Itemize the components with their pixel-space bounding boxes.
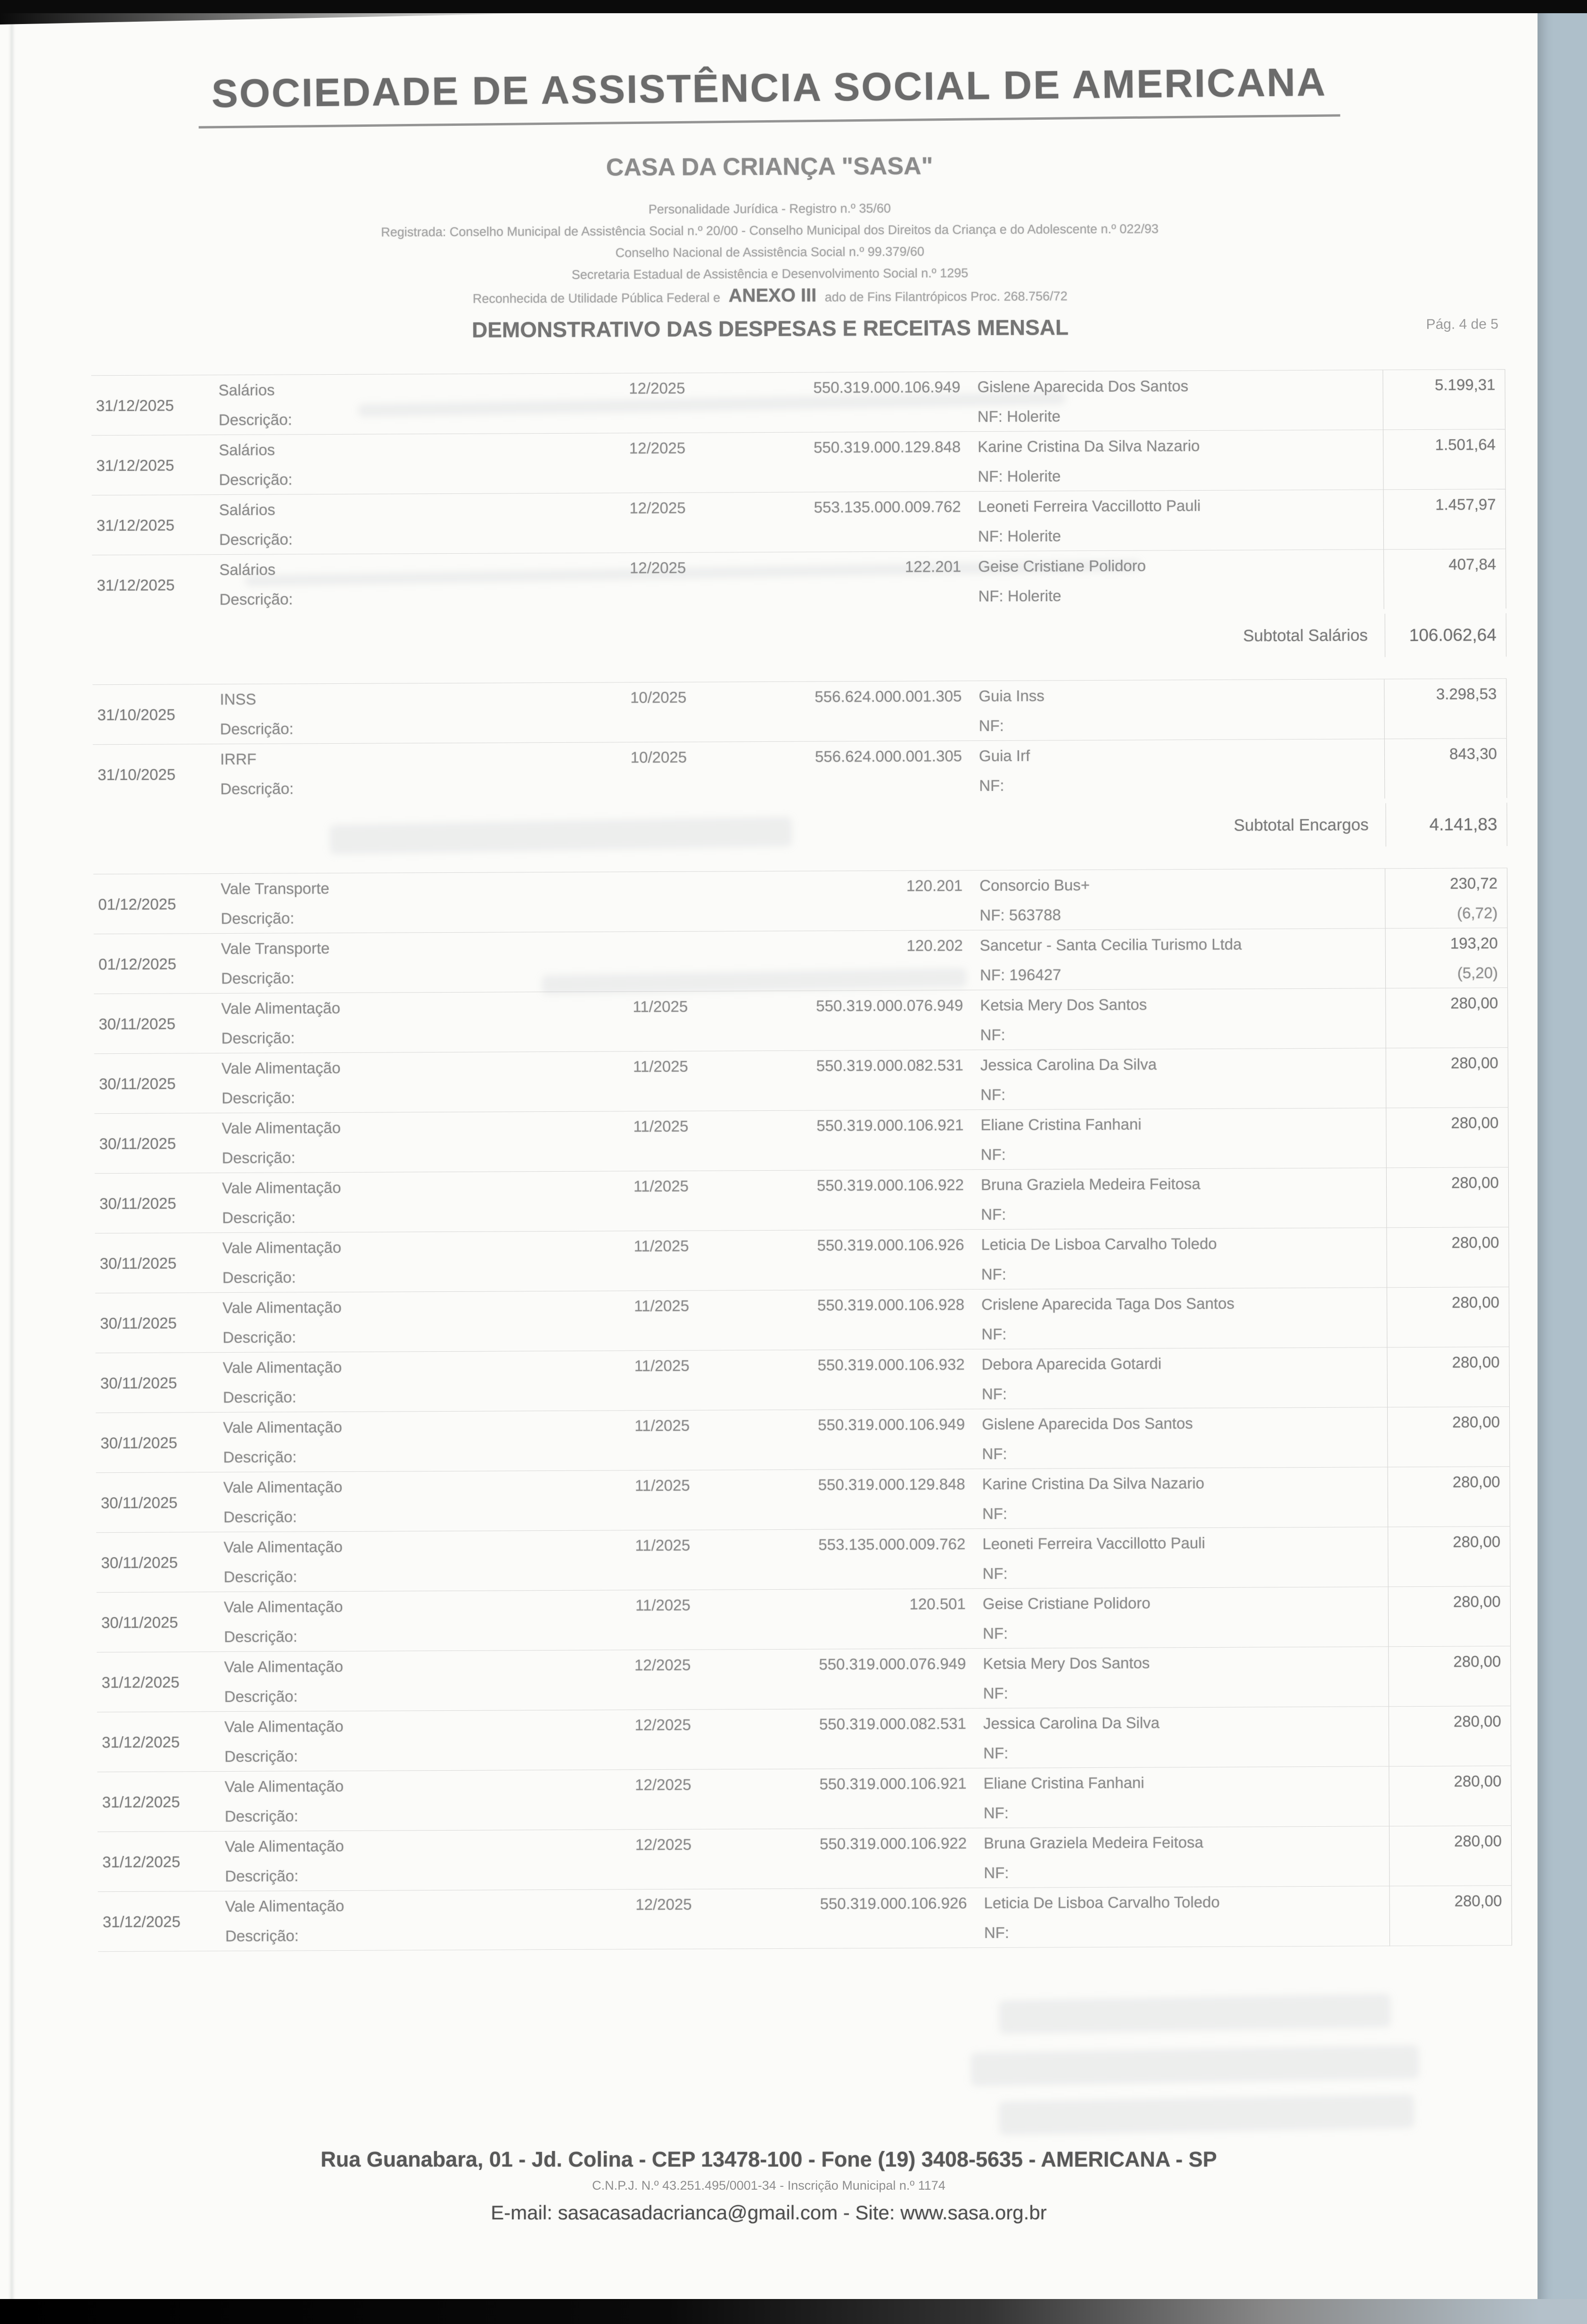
row-value-secondary bbox=[1387, 1257, 1509, 1287]
row-competence-month: 11/2025 bbox=[633, 1177, 689, 1195]
row-value: 407,84 bbox=[1383, 549, 1506, 579]
row-value: 1.501,64 bbox=[1383, 429, 1505, 460]
row-type: Vale Alimentação bbox=[221, 1059, 341, 1077]
row-nf: NF: bbox=[981, 1205, 1006, 1224]
row-date: 31/12/2025 bbox=[98, 1891, 226, 1951]
row-value: 1.457,97 bbox=[1383, 489, 1506, 519]
row-payee: Ketsia Mery Dos Santos bbox=[983, 1654, 1150, 1673]
row-payee: Leticia De Lisboa Carvalho Toledo bbox=[981, 1234, 1217, 1254]
row-competence-month bbox=[551, 932, 707, 962]
row-nf: NF: bbox=[983, 1684, 1008, 1702]
row-competence-month: 11/2025 bbox=[634, 1356, 690, 1375]
row-payee: Gislene Aparecida Dos Santos bbox=[982, 1414, 1193, 1433]
row-type: Vale Alimentação bbox=[225, 1897, 345, 1915]
row-competence-month: 12/2025 bbox=[635, 1835, 692, 1854]
row-competence-month: 12/2025 bbox=[634, 1716, 691, 1734]
row-type: Vale Alimentação bbox=[223, 1597, 343, 1616]
row-value-secondary bbox=[1387, 1317, 1509, 1347]
registration-line-5-right: ado de Fins Filantrópicos Proc. 268.756/72 bbox=[824, 289, 1068, 304]
expense-row bbox=[96, 1347, 1510, 1412]
row-competence-month: 12/2025 bbox=[634, 1656, 691, 1674]
row-account-code: 550.319.000.106.949 bbox=[818, 1415, 965, 1434]
row-competence-month: 11/2025 bbox=[633, 1117, 689, 1135]
row-competence-month: 10/2025 bbox=[630, 748, 687, 766]
row-competence-month: 12/2025 bbox=[629, 439, 686, 457]
row-value: 280,00 bbox=[1389, 1886, 1512, 1916]
row-type: Vale Alimentação bbox=[224, 1657, 344, 1676]
row-date: 30/11/2025 bbox=[96, 1412, 223, 1472]
row-account-code: 550.319.000.106.949 bbox=[813, 378, 961, 396]
row-payee: Bruna Graziela Medeira Feitosa bbox=[980, 1175, 1201, 1194]
row-description-label: Descrição: bbox=[218, 411, 292, 429]
row-payee: Guia Inss bbox=[979, 687, 1044, 705]
row-value-secondary bbox=[1387, 1377, 1510, 1407]
expense-row bbox=[96, 1526, 1511, 1592]
subtotal-label: Subtotal Encargos bbox=[1233, 815, 1369, 835]
expense-row bbox=[94, 1107, 1509, 1173]
row-type: Salários bbox=[219, 441, 275, 459]
row-date: 31/12/2025 bbox=[98, 1831, 225, 1891]
row-value-secondary bbox=[1389, 1676, 1511, 1706]
row-account-code: 550.319.000.106.922 bbox=[820, 1834, 967, 1853]
row-account-code: 550.319.000.129.848 bbox=[818, 1475, 965, 1494]
row-date: 01/12/2025 bbox=[93, 874, 221, 934]
row-value: 280,00 bbox=[1386, 1108, 1508, 1138]
row-description-label: Descrição: bbox=[223, 1568, 297, 1586]
row-value: 3.298,53 bbox=[1384, 679, 1506, 709]
row-type: Vale Alimentação bbox=[222, 1118, 341, 1137]
expense-row bbox=[96, 1466, 1511, 1532]
row-date: 30/11/2025 bbox=[96, 1472, 224, 1532]
row-value: 280,00 bbox=[1389, 1706, 1511, 1736]
expense-row bbox=[94, 1047, 1509, 1113]
row-date: 31/10/2025 bbox=[93, 744, 221, 804]
document-footer bbox=[0, 2147, 1538, 2224]
row-date: 31/12/2025 bbox=[97, 1652, 224, 1712]
row-date: 30/11/2025 bbox=[95, 1233, 222, 1293]
row-value-secondary bbox=[1386, 1077, 1508, 1108]
row-nf: NF: 196427 bbox=[979, 966, 1061, 984]
row-competence-month: 11/2025 bbox=[635, 1536, 691, 1554]
row-payee: Leticia De Lisboa Carvalho Toledo bbox=[984, 1893, 1220, 1912]
row-value-secondary bbox=[1383, 459, 1505, 489]
row-nf: NF: Holerite bbox=[978, 527, 1061, 545]
row-value: 280,00 bbox=[1386, 1167, 1509, 1198]
row-nf: NF: bbox=[983, 1804, 1009, 1822]
row-value: 843,30 bbox=[1384, 739, 1507, 769]
row-value: 193,20 bbox=[1385, 928, 1508, 958]
row-date: 30/11/2025 bbox=[95, 1173, 222, 1233]
row-account-code: 556.624.000.001.305 bbox=[814, 687, 962, 706]
scan-artifact bbox=[970, 2045, 1419, 2086]
row-competence-month: 12/2025 bbox=[629, 499, 686, 517]
row-payee: Crislene Aparecida Taga Dos Santos bbox=[981, 1294, 1235, 1314]
expense-row bbox=[97, 1586, 1511, 1652]
expense-row bbox=[95, 1287, 1510, 1353]
row-type: Vale Alimentação bbox=[222, 1238, 342, 1257]
expense-row bbox=[98, 1885, 1512, 1951]
row-description-label: Descrição: bbox=[222, 1328, 296, 1347]
row-account-code: 550.319.000.076.949 bbox=[816, 996, 963, 1015]
row-description-label: Descrição: bbox=[222, 1208, 296, 1227]
row-nf: NF: bbox=[982, 1564, 1008, 1583]
row-account-code: 550.319.000.129.848 bbox=[814, 438, 961, 456]
row-nf: NF: Holerite bbox=[977, 407, 1061, 426]
row-value: 230,72 bbox=[1385, 868, 1507, 898]
row-description-label: Descrição: bbox=[219, 470, 293, 489]
row-description-label: Descrição: bbox=[219, 530, 293, 549]
row-nf: NF: bbox=[984, 1864, 1009, 1882]
row-account-code: 122.201 bbox=[905, 558, 962, 575]
row-description-label: Descrição: bbox=[225, 1867, 299, 1885]
row-account-code: 550.319.000.106.921 bbox=[819, 1774, 967, 1793]
expense-row bbox=[92, 489, 1506, 555]
organization-title: SOCIEDADE DE ASSISTÊNCIA SOCIAL DE AMERICANA bbox=[198, 59, 1340, 128]
row-type: Salários bbox=[219, 560, 276, 579]
row-value-secondary bbox=[1383, 519, 1506, 549]
row-type: Vale Alimentação bbox=[222, 1298, 342, 1317]
row-nf: NF: bbox=[982, 1504, 1008, 1523]
row-type: Vale Alimentação bbox=[222, 1358, 342, 1377]
row-description-label: Descrição: bbox=[222, 1089, 296, 1107]
expense-row bbox=[96, 1406, 1510, 1472]
row-value-secondary bbox=[1387, 1437, 1510, 1467]
row-description-label: Descrição: bbox=[221, 1029, 295, 1047]
row-description-label: Descrição: bbox=[223, 1508, 297, 1526]
row-competence-month: 11/2025 bbox=[633, 1237, 689, 1255]
row-description-label: Descrição: bbox=[220, 780, 294, 798]
row-competence-month: 11/2025 bbox=[634, 1476, 690, 1495]
registration-line-4: Secretaria Estadual de Assistência e Desenvolvimento Social n.º 1295 bbox=[571, 266, 969, 282]
row-description-label: Descrição: bbox=[219, 590, 293, 608]
row-type: Vale Alimentação bbox=[224, 1777, 344, 1796]
row-competence-month bbox=[551, 872, 706, 902]
row-payee: Leoneti Ferreira Vaccillotto Pauli bbox=[982, 1534, 1205, 1553]
row-value-secondary: (6,72) bbox=[1385, 898, 1507, 928]
row-type: Vale Transporte bbox=[221, 939, 330, 958]
row-value-secondary bbox=[1384, 768, 1507, 798]
row-date: 31/10/2025 bbox=[92, 684, 220, 744]
row-description-label: Descrição: bbox=[222, 1268, 296, 1287]
row-competence-month: 12/2025 bbox=[629, 558, 686, 577]
row-competence-month: 12/2025 bbox=[635, 1895, 692, 1913]
row-description-label: Descrição: bbox=[222, 1149, 296, 1167]
row-date: 31/12/2025 bbox=[97, 1712, 225, 1772]
row-payee: Guia Irf bbox=[979, 747, 1030, 765]
row-date: 31/12/2025 bbox=[91, 435, 219, 495]
row-nf: NF: bbox=[980, 1145, 1006, 1164]
row-account-code: 120.501 bbox=[909, 1595, 966, 1613]
row-payee: Jessica Carolina Da Silva bbox=[983, 1714, 1160, 1733]
row-value-secondary bbox=[1384, 708, 1507, 739]
row-type: Vale Alimentação bbox=[223, 1478, 343, 1496]
row-nf: NF: Holerite bbox=[978, 467, 1061, 485]
row-type: Vale Transporte bbox=[221, 879, 329, 898]
row-description-label: Descrição: bbox=[224, 1627, 298, 1646]
expense-row bbox=[97, 1766, 1512, 1831]
row-payee: Ketsia Mery Dos Santos bbox=[980, 995, 1147, 1014]
row-account-code: 120.202 bbox=[906, 936, 963, 954]
row-date: 30/11/2025 bbox=[94, 1053, 222, 1113]
page-number-label: Pág. 4 de 5 bbox=[1426, 316, 1499, 332]
expense-row bbox=[93, 868, 1508, 934]
expense-row bbox=[94, 987, 1508, 1053]
row-competence-month: 11/2025 bbox=[634, 1297, 690, 1315]
document-header bbox=[0, 0, 1539, 348]
row-payee: Geise Cristiane Polidoro bbox=[978, 557, 1146, 575]
row-nf: NF: Holerite bbox=[978, 587, 1061, 605]
registration-line-2: Registrada: Conselho Municipal de Assistência Social n.º 20/00 - Conselho Municipal dos Direitos da Criança e do Adolescente n.º 022/93 bbox=[381, 222, 1159, 239]
row-description-label: Descrição: bbox=[220, 720, 294, 738]
row-value-secondary: (5,20) bbox=[1385, 958, 1508, 988]
row-nf: NF: bbox=[980, 1085, 1006, 1104]
row-payee: Eliane Cristina Fanhani bbox=[983, 1774, 1144, 1792]
subtotal-row bbox=[93, 803, 1507, 852]
row-account-code: 550.319.000.076.949 bbox=[819, 1655, 966, 1673]
row-value: 5.199,31 bbox=[1382, 370, 1505, 400]
row-account-code: 550.319.000.106.932 bbox=[817, 1355, 965, 1374]
row-value-secondary bbox=[1389, 1736, 1511, 1766]
row-nf: NF: bbox=[981, 1385, 1007, 1403]
row-competence-month: 11/2025 bbox=[634, 1416, 690, 1435]
row-competence-month: 10/2025 bbox=[630, 688, 687, 706]
row-type: IRRF bbox=[220, 750, 257, 768]
expense-row bbox=[91, 429, 1506, 495]
document-title: DEMONSTRATIVO DAS DESPESAS E RECEITAS MENSAL bbox=[471, 315, 1069, 342]
row-payee: Debora Aparecida Gotardi bbox=[981, 1355, 1162, 1373]
row-value-secondary bbox=[1383, 579, 1506, 609]
row-date: 30/11/2025 bbox=[96, 1353, 223, 1412]
row-payee: Geise Cristiane Polidoro bbox=[982, 1594, 1151, 1613]
row-value: 280,00 bbox=[1388, 1527, 1510, 1557]
row-competence-month: 12/2025 bbox=[635, 1775, 691, 1794]
row-description-label: Descrição: bbox=[223, 1448, 297, 1466]
row-value-secondary bbox=[1388, 1616, 1511, 1646]
row-payee: Gislene Aparecida Dos Santos bbox=[977, 377, 1189, 396]
row-payee: Consorcio Bus+ bbox=[979, 876, 1090, 895]
row-date: 30/11/2025 bbox=[96, 1532, 224, 1592]
row-date: 30/11/2025 bbox=[97, 1592, 224, 1652]
footer-address: Rua Guanabara, 01 - Jd. Colina - CEP 13478-100 - Fone (19) 3408-5635 - AMERICANA - SP bbox=[321, 2147, 1217, 2171]
row-value-secondary bbox=[1386, 1197, 1509, 1227]
scan-top-edge bbox=[0, 0, 1587, 13]
expense-row bbox=[97, 1646, 1511, 1712]
row-nf: NF: bbox=[979, 716, 1004, 735]
row-value-secondary bbox=[1388, 1556, 1510, 1586]
row-nf: NF: 563788 bbox=[979, 906, 1061, 924]
row-description-label: Descrição: bbox=[222, 1388, 296, 1406]
row-date: 30/11/2025 bbox=[95, 1293, 223, 1353]
subtotal-row bbox=[92, 613, 1506, 663]
row-payee: Eliane Cristina Fanhani bbox=[980, 1115, 1142, 1134]
row-date: 31/12/2025 bbox=[92, 555, 220, 615]
document-title-row bbox=[1, 312, 1539, 348]
row-type: Vale Alimentação bbox=[223, 1418, 342, 1437]
row-value-secondary bbox=[1389, 1856, 1512, 1886]
row-description-label: Descrição: bbox=[221, 909, 295, 928]
registration-block bbox=[1, 195, 1539, 312]
row-account-code: 550.319.000.106.926 bbox=[817, 1236, 964, 1254]
row-account-code: 120.201 bbox=[906, 877, 963, 895]
scan-artifact bbox=[999, 2094, 1414, 2135]
row-payee: Leoneti Ferreira Vaccillotto Pauli bbox=[978, 497, 1201, 516]
row-nf: NF: bbox=[984, 1923, 1010, 1942]
expense-table bbox=[91, 369, 1512, 1952]
footer-cnpj: C.N.P.J. N.º 43.251.495/0001-34 - Inscrição Municipal n.º 1174 bbox=[592, 2178, 946, 2193]
row-nf: NF: bbox=[980, 1026, 1005, 1044]
row-nf: NF: bbox=[981, 1325, 1007, 1343]
row-nf: NF: bbox=[982, 1445, 1007, 1463]
row-type: INSS bbox=[220, 690, 256, 708]
row-account-code: 556.624.000.001.305 bbox=[814, 747, 962, 765]
anexo-stamp: ANEXO III bbox=[728, 285, 817, 306]
row-value: 280,00 bbox=[1389, 1766, 1511, 1796]
row-account-code: 553.135.000.009.762 bbox=[818, 1535, 966, 1553]
row-description-label: Descrição: bbox=[221, 969, 295, 987]
footer-contact: E-mail: sasacasadacrianca@gmail.com - Site: www.sasa.org.br bbox=[491, 2201, 1047, 2224]
scan-artifact bbox=[999, 1994, 1390, 2034]
registration-line-1: Personalidade Jurídica - Registro n.º 35/60 bbox=[648, 201, 891, 217]
row-date: 31/12/2025 bbox=[97, 1772, 225, 1831]
row-account-code: 550.319.000.106.928 bbox=[817, 1296, 965, 1314]
registration-line-5-left: Reconhecida de Utilidade Pública Federal e bbox=[472, 290, 721, 306]
row-value: 280,00 bbox=[1388, 1646, 1511, 1676]
row-account-code: 553.135.000.009.762 bbox=[814, 498, 961, 516]
row-value-secondary bbox=[1390, 1915, 1512, 1946]
row-nf: NF: bbox=[981, 1265, 1007, 1283]
expense-row bbox=[92, 678, 1507, 744]
row-type: Vale Alimentação bbox=[222, 1178, 341, 1197]
subtotal-value: 106.062,64 bbox=[1385, 613, 1506, 657]
row-date: 31/12/2025 bbox=[92, 495, 220, 555]
row-value: 280,00 bbox=[1387, 1347, 1509, 1377]
row-payee: Karine Cristina Da Silva Nazario bbox=[982, 1474, 1205, 1493]
row-type: Vale Alimentação bbox=[223, 1537, 343, 1556]
row-type: Vale Alimentação bbox=[225, 1837, 344, 1856]
row-payee: Karine Cristina Da Silva Nazario bbox=[978, 437, 1200, 456]
row-date: 30/11/2025 bbox=[94, 1113, 222, 1173]
row-competence-month: 11/2025 bbox=[633, 1057, 688, 1076]
expense-row bbox=[95, 1227, 1509, 1293]
registration-line-3: Conselho Nacional de Assistência Social n.º 99.379/60 bbox=[615, 244, 925, 260]
row-type: Salários bbox=[219, 501, 276, 519]
row-value-secondary bbox=[1386, 1137, 1509, 1167]
row-description-label: Descrição: bbox=[224, 1687, 298, 1706]
unit-title: CASA DA CRIANÇA "SASA" bbox=[606, 152, 933, 181]
row-payee: Bruna Graziela Medeira Feitosa bbox=[983, 1833, 1204, 1852]
row-account-code: 550.319.000.106.922 bbox=[816, 1176, 964, 1194]
row-value-secondary bbox=[1385, 1018, 1508, 1048]
row-description-label: Descrição: bbox=[224, 1747, 298, 1766]
row-nf: NF: bbox=[983, 1744, 1009, 1762]
row-nf: NF: bbox=[979, 776, 1004, 795]
row-account-code: 550.319.000.106.921 bbox=[816, 1116, 964, 1134]
row-value: 280,00 bbox=[1389, 1826, 1512, 1856]
row-value: 280,00 bbox=[1387, 1287, 1509, 1317]
row-value-secondary bbox=[1383, 399, 1505, 429]
row-account-code: 550.319.000.082.531 bbox=[816, 1056, 963, 1075]
row-value-secondary bbox=[1388, 1496, 1510, 1527]
row-competence-month: 11/2025 bbox=[635, 1596, 691, 1614]
row-description-label: Descrição: bbox=[224, 1807, 298, 1825]
row-type: Vale Alimentação bbox=[221, 999, 340, 1018]
subtotal-value: 4.141,83 bbox=[1385, 803, 1507, 846]
row-nf: NF: bbox=[983, 1624, 1008, 1642]
row-competence-month: 11/2025 bbox=[633, 997, 688, 1016]
row-date: 31/12/2025 bbox=[91, 375, 219, 435]
row-payee: Sancetur - Santa Cecilia Turismo Ltda bbox=[979, 935, 1242, 954]
row-payee: Jessica Carolina Da Silva bbox=[980, 1055, 1157, 1074]
row-date: 01/12/2025 bbox=[94, 934, 222, 994]
row-description-label: Descrição: bbox=[225, 1927, 299, 1945]
row-account-code: 550.319.000.106.926 bbox=[820, 1894, 967, 1913]
row-type: Salários bbox=[218, 381, 275, 399]
row-date: 30/11/2025 bbox=[94, 994, 222, 1053]
row-value: 280,00 bbox=[1386, 1048, 1508, 1078]
scan-bottom-edge bbox=[0, 2299, 1587, 2324]
subtotal-label: Subtotal Salários bbox=[1243, 626, 1368, 645]
expense-row bbox=[98, 1825, 1512, 1891]
row-value: 280,00 bbox=[1385, 988, 1508, 1018]
row-type: Vale Alimentação bbox=[224, 1717, 344, 1736]
row-value: 280,00 bbox=[1388, 1467, 1510, 1497]
expense-row bbox=[93, 738, 1507, 804]
row-value: 280,00 bbox=[1386, 1227, 1509, 1257]
row-value: 280,00 bbox=[1388, 1586, 1511, 1617]
row-account-code: 550.319.000.082.531 bbox=[819, 1715, 967, 1733]
expense-row bbox=[95, 1167, 1509, 1233]
row-value: 280,00 bbox=[1387, 1407, 1510, 1437]
row-competence-month: 12/2025 bbox=[629, 379, 685, 397]
row-value-secondary bbox=[1389, 1796, 1512, 1826]
expense-row bbox=[97, 1706, 1512, 1772]
